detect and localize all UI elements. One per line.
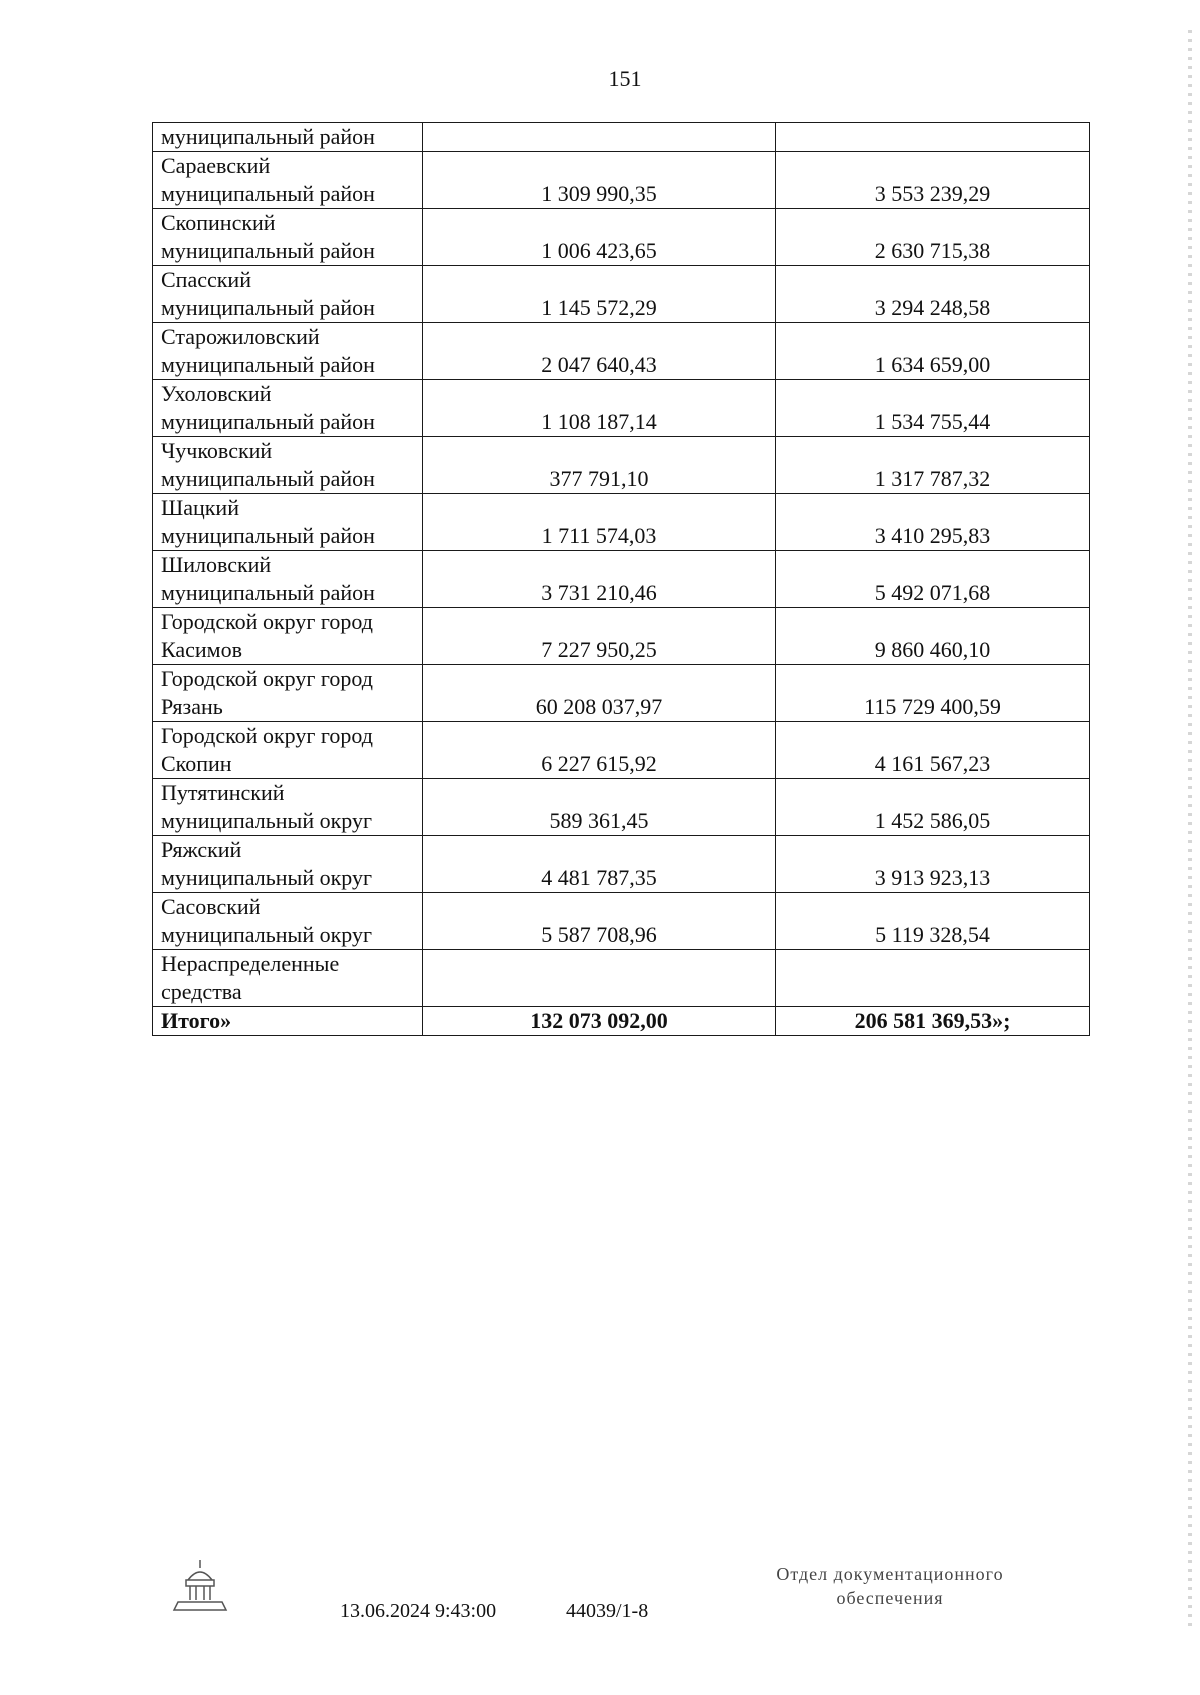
row-name bbox=[153, 323, 423, 380]
table-row bbox=[153, 123, 1090, 152]
row-name-line-2: муниципальный район bbox=[161, 580, 375, 605]
row-name bbox=[153, 665, 423, 722]
row-value-2: 3 913 923,13 bbox=[776, 836, 1090, 893]
row-value-1: 1 006 423,65 bbox=[423, 209, 776, 266]
row-name-line-1: Городской округ город bbox=[161, 723, 373, 748]
row-name-line-1: Старожиловский bbox=[161, 324, 320, 349]
row-name-line-1: Скопинский bbox=[161, 210, 276, 235]
row-value-2: 3 553 239,29 bbox=[776, 152, 1090, 209]
row-name-line-2: Касимов bbox=[161, 637, 242, 662]
table-row bbox=[153, 779, 1090, 836]
table-row bbox=[153, 608, 1090, 665]
row-name-line-2: муниципальный район bbox=[161, 181, 375, 206]
row-value-1: 7 227 950,25 bbox=[423, 608, 776, 665]
table-row bbox=[153, 722, 1090, 779]
row-value-1: 1 309 990,35 bbox=[423, 152, 776, 209]
row-name-line-2: муниципальный округ bbox=[161, 808, 373, 833]
row-name-line-1: Чучковский bbox=[161, 438, 273, 463]
row-value-1 bbox=[423, 123, 776, 152]
row-name-line-1: Городской округ город bbox=[161, 609, 373, 634]
table-row bbox=[153, 266, 1090, 323]
building-emblem-icon bbox=[170, 1556, 230, 1616]
row-value-2: 1 452 586,05 bbox=[776, 779, 1090, 836]
row-name-line-1: Нераспределенные bbox=[161, 951, 340, 976]
row-name-line-1: Ухоловский bbox=[161, 381, 272, 406]
row-name-line-2: муниципальный район bbox=[161, 466, 375, 491]
row-name bbox=[153, 836, 423, 893]
table-row bbox=[153, 551, 1090, 608]
row-name-line-2: муниципальный район bbox=[161, 352, 375, 377]
table-row bbox=[153, 893, 1090, 950]
row-name bbox=[153, 950, 423, 1007]
row-value-1: 377 791,10 bbox=[423, 437, 776, 494]
row-name-line-1: Ряжский bbox=[161, 837, 242, 862]
table-row bbox=[153, 323, 1090, 380]
row-name-line-1: Шацкий bbox=[161, 495, 239, 520]
row-name: муниципальный район bbox=[153, 123, 423, 152]
total-row bbox=[153, 1007, 1090, 1036]
table-row bbox=[153, 437, 1090, 494]
total-value-1: 132 073 092,00 bbox=[423, 1007, 776, 1036]
row-value-1: 2 047 640,43 bbox=[423, 323, 776, 380]
row-value-2: 2 630 715,38 bbox=[776, 209, 1090, 266]
row-value-1 bbox=[423, 950, 776, 1007]
row-name-line-2: Скопин bbox=[161, 751, 232, 776]
row-value-2 bbox=[776, 950, 1090, 1007]
row-value-1: 1 711 574,03 bbox=[423, 494, 776, 551]
row-value-1: 589 361,45 bbox=[423, 779, 776, 836]
row-name bbox=[153, 152, 423, 209]
table-row bbox=[153, 494, 1090, 551]
row-value-2: 9 860 460,10 bbox=[776, 608, 1090, 665]
row-value-1: 4 481 787,35 bbox=[423, 836, 776, 893]
row-value-2: 3 294 248,58 bbox=[776, 266, 1090, 323]
row-name-line-2: муниципальный округ bbox=[161, 865, 373, 890]
row-value-2: 3 410 295,83 bbox=[776, 494, 1090, 551]
table-row bbox=[153, 836, 1090, 893]
row-value-1: 1 108 187,14 bbox=[423, 380, 776, 437]
total-label: Итого» bbox=[153, 1007, 423, 1036]
row-value-2: 5 492 071,68 bbox=[776, 551, 1090, 608]
page-number: 151 bbox=[608, 66, 642, 91]
row-name-line-1: Спасский bbox=[161, 267, 251, 292]
row-name bbox=[153, 437, 423, 494]
row-value-1: 1 145 572,29 bbox=[423, 266, 776, 323]
row-name-line-1: Путятинский bbox=[161, 780, 285, 805]
table-row bbox=[153, 209, 1090, 266]
row-name-line-2: муниципальный район bbox=[161, 523, 375, 548]
row-value-1: 3 731 210,46 bbox=[423, 551, 776, 608]
row-value-2: 5 119 328,54 bbox=[776, 893, 1090, 950]
department-line-2: обеспечения bbox=[836, 1588, 944, 1608]
table-row bbox=[153, 665, 1090, 722]
row-name-line-2: муниципальный район bbox=[161, 238, 375, 263]
row-name-line-1: Сасовский bbox=[161, 894, 261, 919]
scan-edge-artifact bbox=[1188, 30, 1192, 1630]
row-value-2: 1 634 659,00 bbox=[776, 323, 1090, 380]
row-name bbox=[153, 266, 423, 323]
row-name-line-1: Городской округ город bbox=[161, 666, 373, 691]
row-name bbox=[153, 779, 423, 836]
row-name bbox=[153, 209, 423, 266]
row-value-2: 1 534 755,44 bbox=[776, 380, 1090, 437]
row-value-2: 115 729 400,59 bbox=[776, 665, 1090, 722]
row-value-2: 4 161 567,23 bbox=[776, 722, 1090, 779]
row-name-line-2: муниципальный район bbox=[161, 295, 375, 320]
table-row bbox=[153, 152, 1090, 209]
row-value-2: 1 317 787,32 bbox=[776, 437, 1090, 494]
row-name bbox=[153, 380, 423, 437]
table-row bbox=[153, 950, 1090, 1007]
row-value-1: 6 227 615,92 bbox=[423, 722, 776, 779]
footer-date: 13.06.2024 9:43:00 bbox=[340, 1600, 497, 1622]
row-value-2 bbox=[776, 123, 1090, 152]
table-row bbox=[153, 380, 1090, 437]
budget-table bbox=[152, 122, 1090, 1036]
row-value-1: 5 587 708,96 bbox=[423, 893, 776, 950]
row-value-1: 60 208 037,97 bbox=[423, 665, 776, 722]
row-name bbox=[153, 551, 423, 608]
row-name bbox=[153, 893, 423, 950]
row-name-line-2: муниципальный округ bbox=[161, 922, 373, 947]
row-name bbox=[153, 722, 423, 779]
department-line-1: Отдел документационного bbox=[776, 1564, 1004, 1584]
row-name bbox=[153, 608, 423, 665]
row-name-line-1: Шиловский bbox=[161, 552, 272, 577]
row-name-line-1: Сараевский bbox=[161, 153, 271, 178]
footer-doc-number: 44039/1-8 bbox=[566, 1600, 649, 1622]
total-value-2: 206 581 369,53»; bbox=[776, 1007, 1090, 1036]
row-name-line-2: средства bbox=[161, 979, 242, 1004]
row-name-line-2: Рязань bbox=[161, 694, 223, 719]
row-name-line-2: муниципальный район bbox=[161, 409, 375, 434]
row-name bbox=[153, 494, 423, 551]
footer-department bbox=[720, 1562, 1060, 1610]
